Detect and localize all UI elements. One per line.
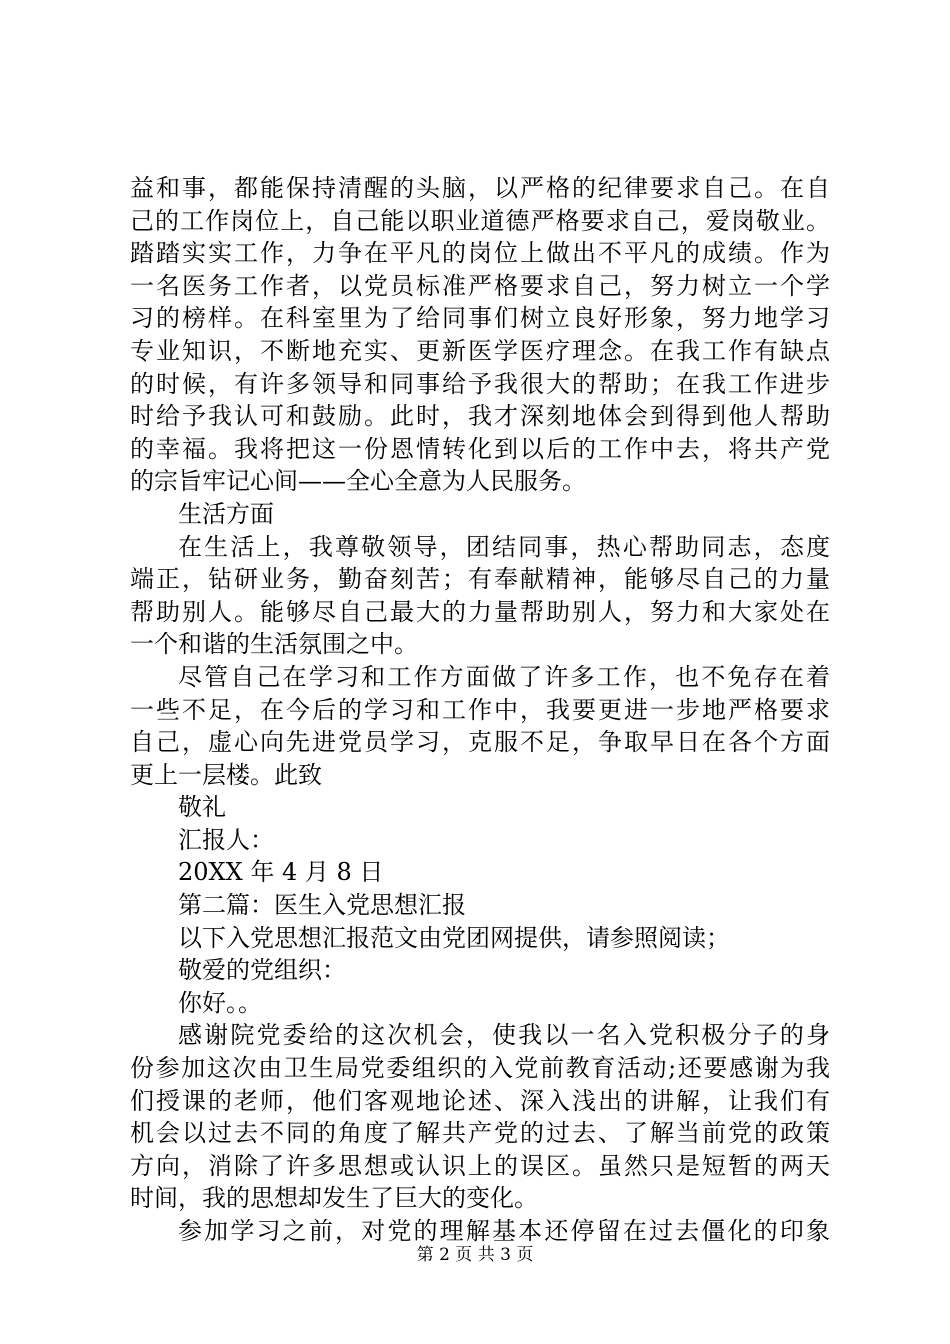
text-line: 自己，虚心向先进党员学习，克服不足，争取早日在各个方面	[130, 728, 830, 757]
text-line: 习的榜样。在科室里为了给同事们树立良好形象，努力地学习	[130, 304, 830, 333]
text-line: 方向，消除了许多思想或认识上的误区。虽然只是短暂的两天	[130, 1151, 830, 1180]
report-date: 20XX 年 4 月 8 日	[178, 858, 384, 887]
text-line: 的宗旨牢记心间——全心全意为人民服务。	[130, 467, 586, 496]
text-line: 的时候，有许多领导和同事给予我很大的帮助；在我工作进步	[130, 369, 830, 398]
text-line: 以下入党思想汇报范文由党团网提供，请参照阅读；	[178, 923, 730, 952]
text-line: 一名医务工作者，以党员标准严格要求自己，努力树立一个学	[130, 271, 830, 300]
text-line: 时间，我的思想却发生了巨大的变化。	[130, 1184, 538, 1213]
text-line: 感谢院党委给的这次机会，使我以一名入党积极分子的身	[178, 1021, 830, 1050]
page-footer: 第 2 页 共 3 页	[416, 1245, 534, 1265]
text-line: 一个和谐的生活氛围之中。	[130, 630, 418, 659]
greeting: 敬爱的党组织：	[178, 956, 346, 985]
text-line: 在生活上，我尊敬领导，团结同事，热心帮助同志，态度	[178, 532, 830, 561]
text-line: 更上一层楼。此致	[130, 760, 322, 789]
section-title: 第二篇：医生入党思想汇报	[178, 891, 466, 920]
text-line: 参加学习之前，对党的理解基本还停留在过去僵化的印象	[178, 1217, 830, 1245]
section-heading: 生活方面	[178, 499, 274, 528]
text-line: 机会以过去不同的角度了解共产党的过去、了解当前党的政策	[130, 1119, 830, 1148]
salutation: 敬礼	[178, 793, 226, 822]
text-line: 专业知识，不断地充实、更新医学医疗理念。在我工作有缺点	[130, 336, 830, 365]
reporter-label: 汇报人：	[178, 825, 274, 854]
text-line: 一些不足，在今后的学习和工作中，我要更进一步地严格要求	[130, 695, 830, 724]
text-line: 益和事，都能保持清醒的头脑，以严格的纪律要求自己。在自	[130, 174, 830, 202]
text-line: 端正，钻研业务，勤奋刻苦；有奉献精神，能够尽自己的力量	[130, 565, 830, 594]
text-line: 帮助别人。能够尽自己最大的力量帮助别人，努力和大家处在	[130, 597, 830, 626]
text-line: 的幸福。我将把这一份恩情转化到以后的工作中去，将共产党	[130, 434, 830, 463]
document-body	[130, 172, 830, 1248]
text-line: 己的工作岗位上，自己能以职业道德严格要求自己，爱岗敬业。	[130, 206, 830, 235]
text-line: 份参加这次由卫生局党委组织的入党前教育活动;还要感谢为我	[130, 1054, 830, 1083]
text-line: 时给予我认可和鼓励。此时，我才深刻地体会到得到他人帮助	[130, 402, 830, 431]
text-line: 们授课的老师，他们客观地论述、深入浅出的讲解，让我们有	[130, 1086, 830, 1115]
greeting: 你好。。	[178, 988, 262, 1017]
text-line: 尽管自己在学习和工作方面做了许多工作，也不免存在着	[178, 662, 830, 691]
text-line: 踏踏实实工作，力争在平凡的岗位上做出不平凡的成绩。作为	[130, 239, 830, 268]
